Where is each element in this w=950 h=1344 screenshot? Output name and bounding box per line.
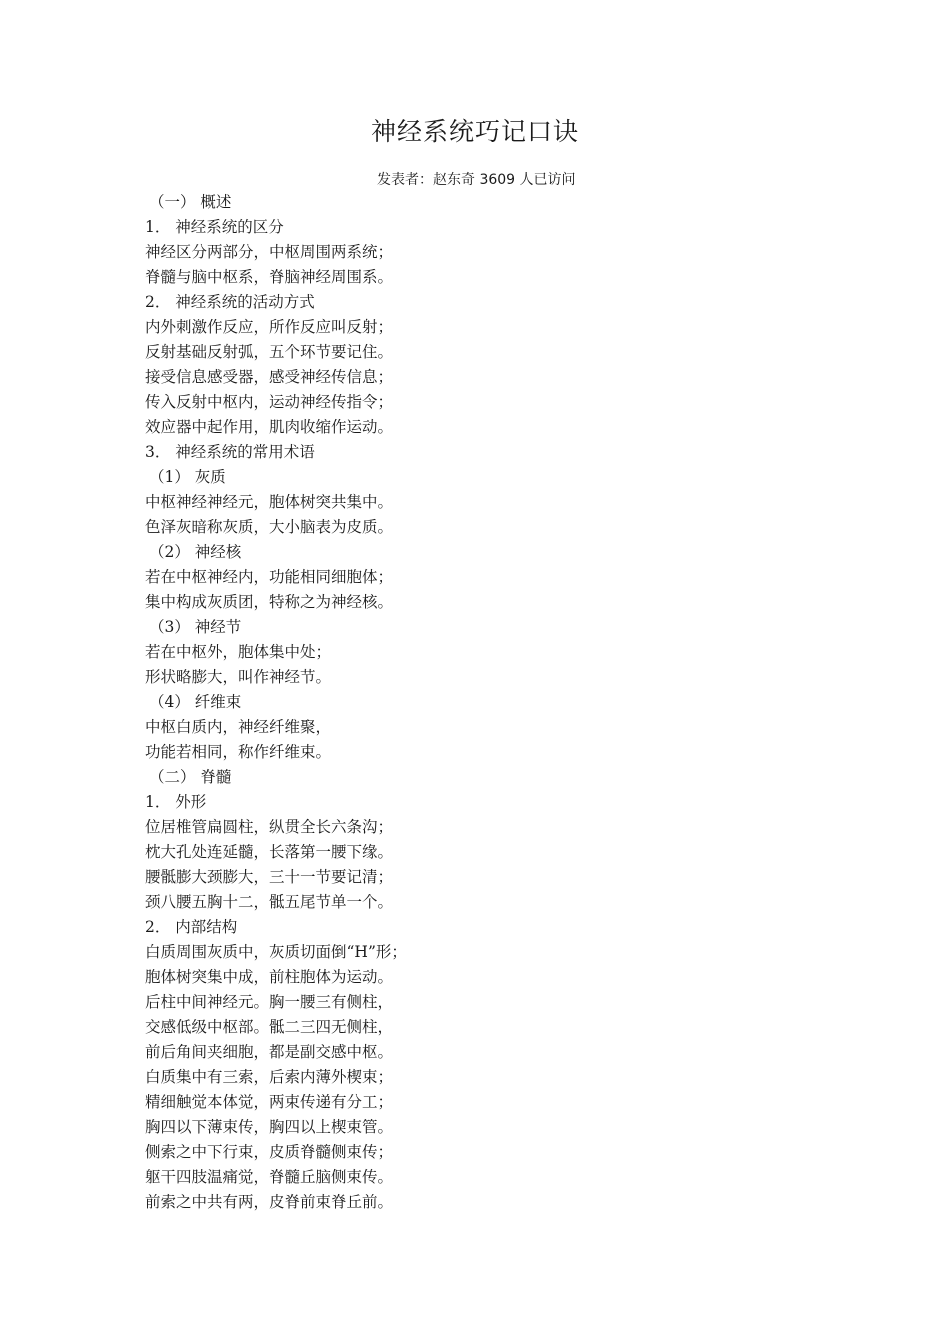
author-byline — [377, 168, 576, 192]
text-line: 反射基础反射弧，五个环节要记住。 — [145, 343, 394, 361]
text-line: 中枢神经神经元，胞体树突共集中。 — [145, 493, 394, 511]
text-line: 若在中枢神经内，功能相同细胞体； — [145, 568, 394, 586]
text-line: 白质周围灰质中，灰质切面倒“H”形； — [145, 943, 407, 961]
text-line: 3． 神经系统的常用术语 — [145, 443, 315, 461]
text-line: 色泽灰暗称灰质，大小脑表为皮质。 — [145, 518, 394, 536]
text-line: 效应器中起作用，肌肉收缩作运动。 — [145, 418, 394, 436]
text-line: 1． 外形 — [145, 793, 207, 811]
text-line: 功能若相同，称作纤维束。 — [145, 743, 332, 761]
text-line: 前索之中共有两，皮脊前束脊丘前。 — [145, 1193, 394, 1211]
byline-visit-count: 3609 — [479, 172, 516, 188]
text-line: 胸四以下薄束传，胸四以上楔束管。 — [145, 1118, 394, 1136]
text-line: 胞体树突集中成，前柱胞体为运动。 — [145, 968, 394, 986]
text-line: 后柱中间神经元。胸一腰三有侧柱， — [145, 993, 394, 1011]
text-line: 脊髓与脑中枢系，脊脑神经周围系。 — [145, 268, 394, 286]
text-line: （1） 灰质 — [149, 468, 226, 486]
text-line: 接受信息感受器，感受神经传信息； — [145, 368, 394, 386]
text-line: （4） 纤维束 — [149, 693, 242, 711]
text-line: 若在中枢外，胞体集中处； — [145, 643, 332, 661]
text-line: 腰骶膨大颈膨大，三十一节要记清； — [145, 868, 394, 886]
text-line: 2． 内部结构 — [145, 918, 238, 936]
text-line: （3） 神经节 — [149, 618, 242, 636]
document-title: 神经系统巧记口诀 — [370, 117, 579, 146]
text-line: 交感低级中枢部。骶二三四无侧柱， — [145, 1018, 394, 1036]
byline-suffix: 人已访问 — [515, 172, 576, 188]
text-line: 位居椎管扁圆柱，纵贯全长六条沟； — [145, 818, 394, 836]
text-line: 躯干四肢温痛觉，脊髓丘脑侧束传。 — [145, 1168, 394, 1186]
text-line: 白质集中有三索，后索内薄外楔束； — [145, 1068, 394, 1086]
text-line: 中枢白质内，神经纤维聚， — [145, 718, 332, 736]
document-body — [145, 190, 407, 1215]
text-line: 侧索之中下行束，皮质脊髓侧束传； — [145, 1143, 394, 1161]
text-line: （二） 脊髓 — [149, 768, 232, 786]
text-line: 传入反射中枢内，运动神经传指令； — [145, 393, 394, 411]
text-line: 神经区分两部分，中枢周围两系统； — [145, 243, 394, 261]
text-line: 颈八腰五胸十二，骶五尾节单一个。 — [145, 893, 394, 911]
text-line: 2． 神经系统的活动方式 — [145, 293, 315, 311]
text-line: 集中构成灰质团，特称之为神经核。 — [145, 593, 394, 611]
text-line: 精细触觉本体觉，两束传递有分工； — [145, 1093, 394, 1111]
text-line: 1． 神经系统的区分 — [145, 218, 284, 236]
text-line: （一） 概述 — [149, 193, 232, 211]
text-line: 枕大孔处连延髓，长落第一腰下缘。 — [145, 843, 394, 861]
text-line: （2） 神经核 — [149, 543, 242, 561]
text-line: 形状略膨大，叫作神经节。 — [145, 668, 332, 686]
text-line: 前后角间夹细胞，都是副交感中枢。 — [145, 1043, 394, 1061]
text-line: 内外刺激作反应，所作反应叫反射； — [145, 318, 394, 336]
byline-author: 发表者：赵东奇 — [377, 172, 480, 188]
